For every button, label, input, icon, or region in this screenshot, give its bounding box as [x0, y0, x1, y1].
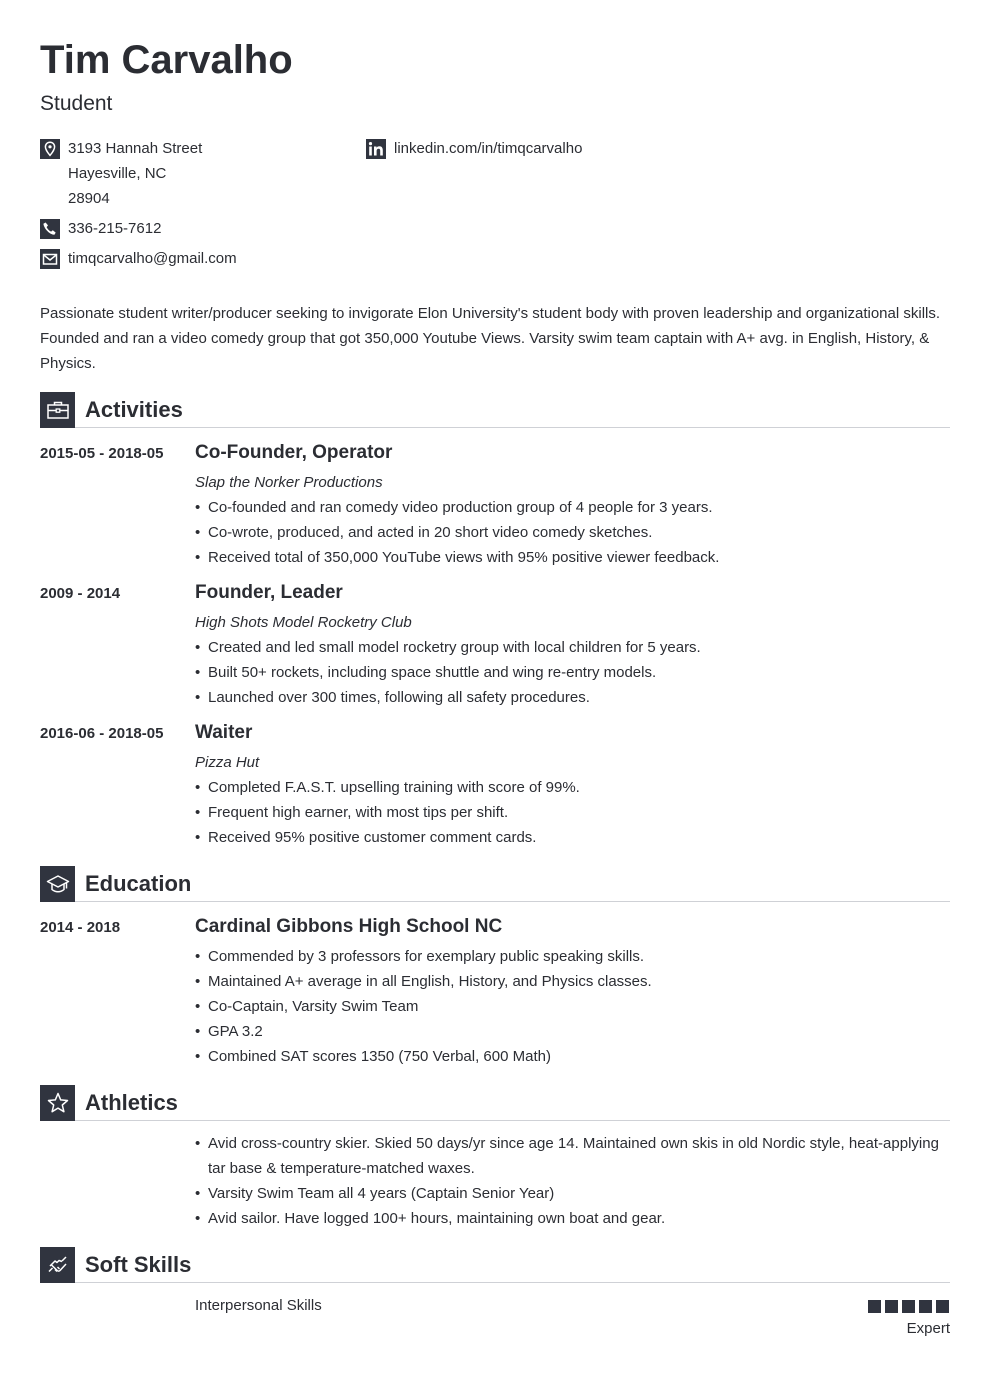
phone-number: 336-215-7612: [68, 220, 162, 237]
entry-bullets: [195, 495, 950, 570]
section-divider: [75, 1282, 950, 1283]
entry-bullets: [195, 635, 950, 710]
list-item: • Launched over 300 times, following all safety procedures.: [195, 685, 950, 710]
skill-level: Expert: [906, 1320, 950, 1337]
section-activities-header: [40, 392, 950, 428]
entry-dates: 2009 - 2014: [40, 585, 121, 602]
entry-dates: 2015-05 - 2018-05: [40, 445, 164, 462]
address-line-3: 28904: [68, 190, 110, 207]
list-item: • Varsity Swim Team all 4 years (Captain Senior Year): [195, 1181, 950, 1206]
linkedin-icon: [366, 139, 386, 159]
section-divider: [75, 1120, 950, 1121]
rating-square: [902, 1300, 915, 1313]
address-line-2: Hayesville, NC: [68, 165, 167, 182]
entry-title: Founder, Leader: [195, 582, 343, 603]
entry-organization: High Shots Model Rocketry Club: [195, 614, 412, 631]
email-link[interactable]: timqcarvalho@gmail.com: [68, 250, 237, 267]
entry-title: Co-Founder, Operator: [195, 442, 393, 463]
list-item: • Frequent high earner, with most tips per shift.: [195, 800, 950, 825]
list-item: • Co-Captain, Varsity Swim Team: [195, 994, 950, 1019]
profile-summary: Passionate student writer/producer seeking to invigorate Elon University's student body with proven leadership and organizational skills. Founded and ran a video comedy group that got 350,000 Youtube Views. Varsity swim team captain with A+ avg. in English, History, & Physics.: [40, 305, 941, 372]
contact-email: [40, 250, 237, 271]
envelope-icon: [40, 249, 60, 269]
entry-organization: Slap the Norker Productions: [195, 474, 383, 491]
list-item: • Received 95% positive customer comment cards.: [195, 825, 950, 850]
list-item: • GPA 3.2: [195, 1019, 950, 1044]
list-item: • Completed F.A.S.T. upselling training with score of 99%.: [195, 775, 950, 800]
rating-square: [919, 1300, 932, 1313]
address-line-1: 3193 Hannah Street: [68, 140, 203, 157]
section-education-header: [40, 866, 950, 902]
list-item: • Created and led small model rocketry group with local children for 5 years.: [195, 635, 950, 660]
section-title-activities: Activities: [85, 397, 183, 422]
entry-dates: 2014 - 2018: [40, 919, 121, 936]
list-item: • Maintained A+ average in all English, History, and Physics classes.: [195, 969, 950, 994]
school-name: Cardinal Gibbons High School NC: [195, 916, 503, 937]
list-item: • Co-founded and ran comedy video production group of 4 people for 3 years.: [195, 495, 950, 520]
skill-name: Interpersonal Skills: [195, 1297, 322, 1314]
contact-address: [40, 140, 202, 211]
phone-icon: [40, 219, 60, 239]
skill-rating: [868, 1300, 949, 1313]
section-divider: [75, 427, 950, 428]
puzzle-hands-icon: [40, 1247, 75, 1283]
rating-square: [936, 1300, 949, 1313]
section-title-athletics: Athletics: [85, 1090, 178, 1115]
candidate-title: Student: [40, 92, 113, 115]
list-item: • Combined SAT scores 1350 (750 Verbal, 600 Math): [195, 1044, 950, 1069]
contact-phone: [40, 220, 161, 241]
list-item: • Received total of 350,000 YouTube views with 95% positive viewer feedback.: [195, 545, 950, 570]
section-divider: [75, 901, 950, 902]
list-item: • Avid cross-country skier. Skied 50 days/yr since age 14. Maintained own skis in old Nordic style, heat-applying tar base & temperature-matched waxes.: [195, 1131, 950, 1181]
list-item: • Avid sailor. Have logged 100+ hours, maintaining own boat and gear.: [195, 1206, 950, 1231]
list-item: • Commended by 3 professors for exemplary public speaking skills.: [195, 944, 950, 969]
graduation-cap-icon: [40, 866, 75, 902]
section-title-education: Education: [85, 871, 192, 896]
list-item: • Built 50+ rockets, including space shuttle and wing re-entry models.: [195, 660, 950, 685]
athletics-bullets: [195, 1131, 950, 1231]
map-pin-icon: [40, 139, 60, 159]
rating-square: [868, 1300, 881, 1313]
section-athletics-header: [40, 1085, 950, 1121]
candidate-name: Tim Carvalho: [40, 38, 293, 82]
entry-dates: 2016-06 - 2018-05: [40, 725, 164, 742]
star-icon: [40, 1085, 75, 1121]
entry-title: Waiter: [195, 722, 253, 743]
entry-organization: Pizza Hut: [195, 754, 260, 771]
contact-linkedin: [366, 140, 582, 161]
list-item: • Co-wrote, produced, and acted in 20 short video comedy sketches.: [195, 520, 950, 545]
education-bullets: [195, 944, 950, 1069]
section-soft-skills-header: [40, 1247, 950, 1283]
linkedin-link[interactable]: linkedin.com/in/timqcarvalho: [394, 140, 583, 157]
section-title-soft-skills: Soft Skills: [85, 1252, 192, 1277]
briefcase-icon: [40, 392, 75, 428]
entry-bullets: [195, 775, 950, 850]
rating-square: [885, 1300, 898, 1313]
